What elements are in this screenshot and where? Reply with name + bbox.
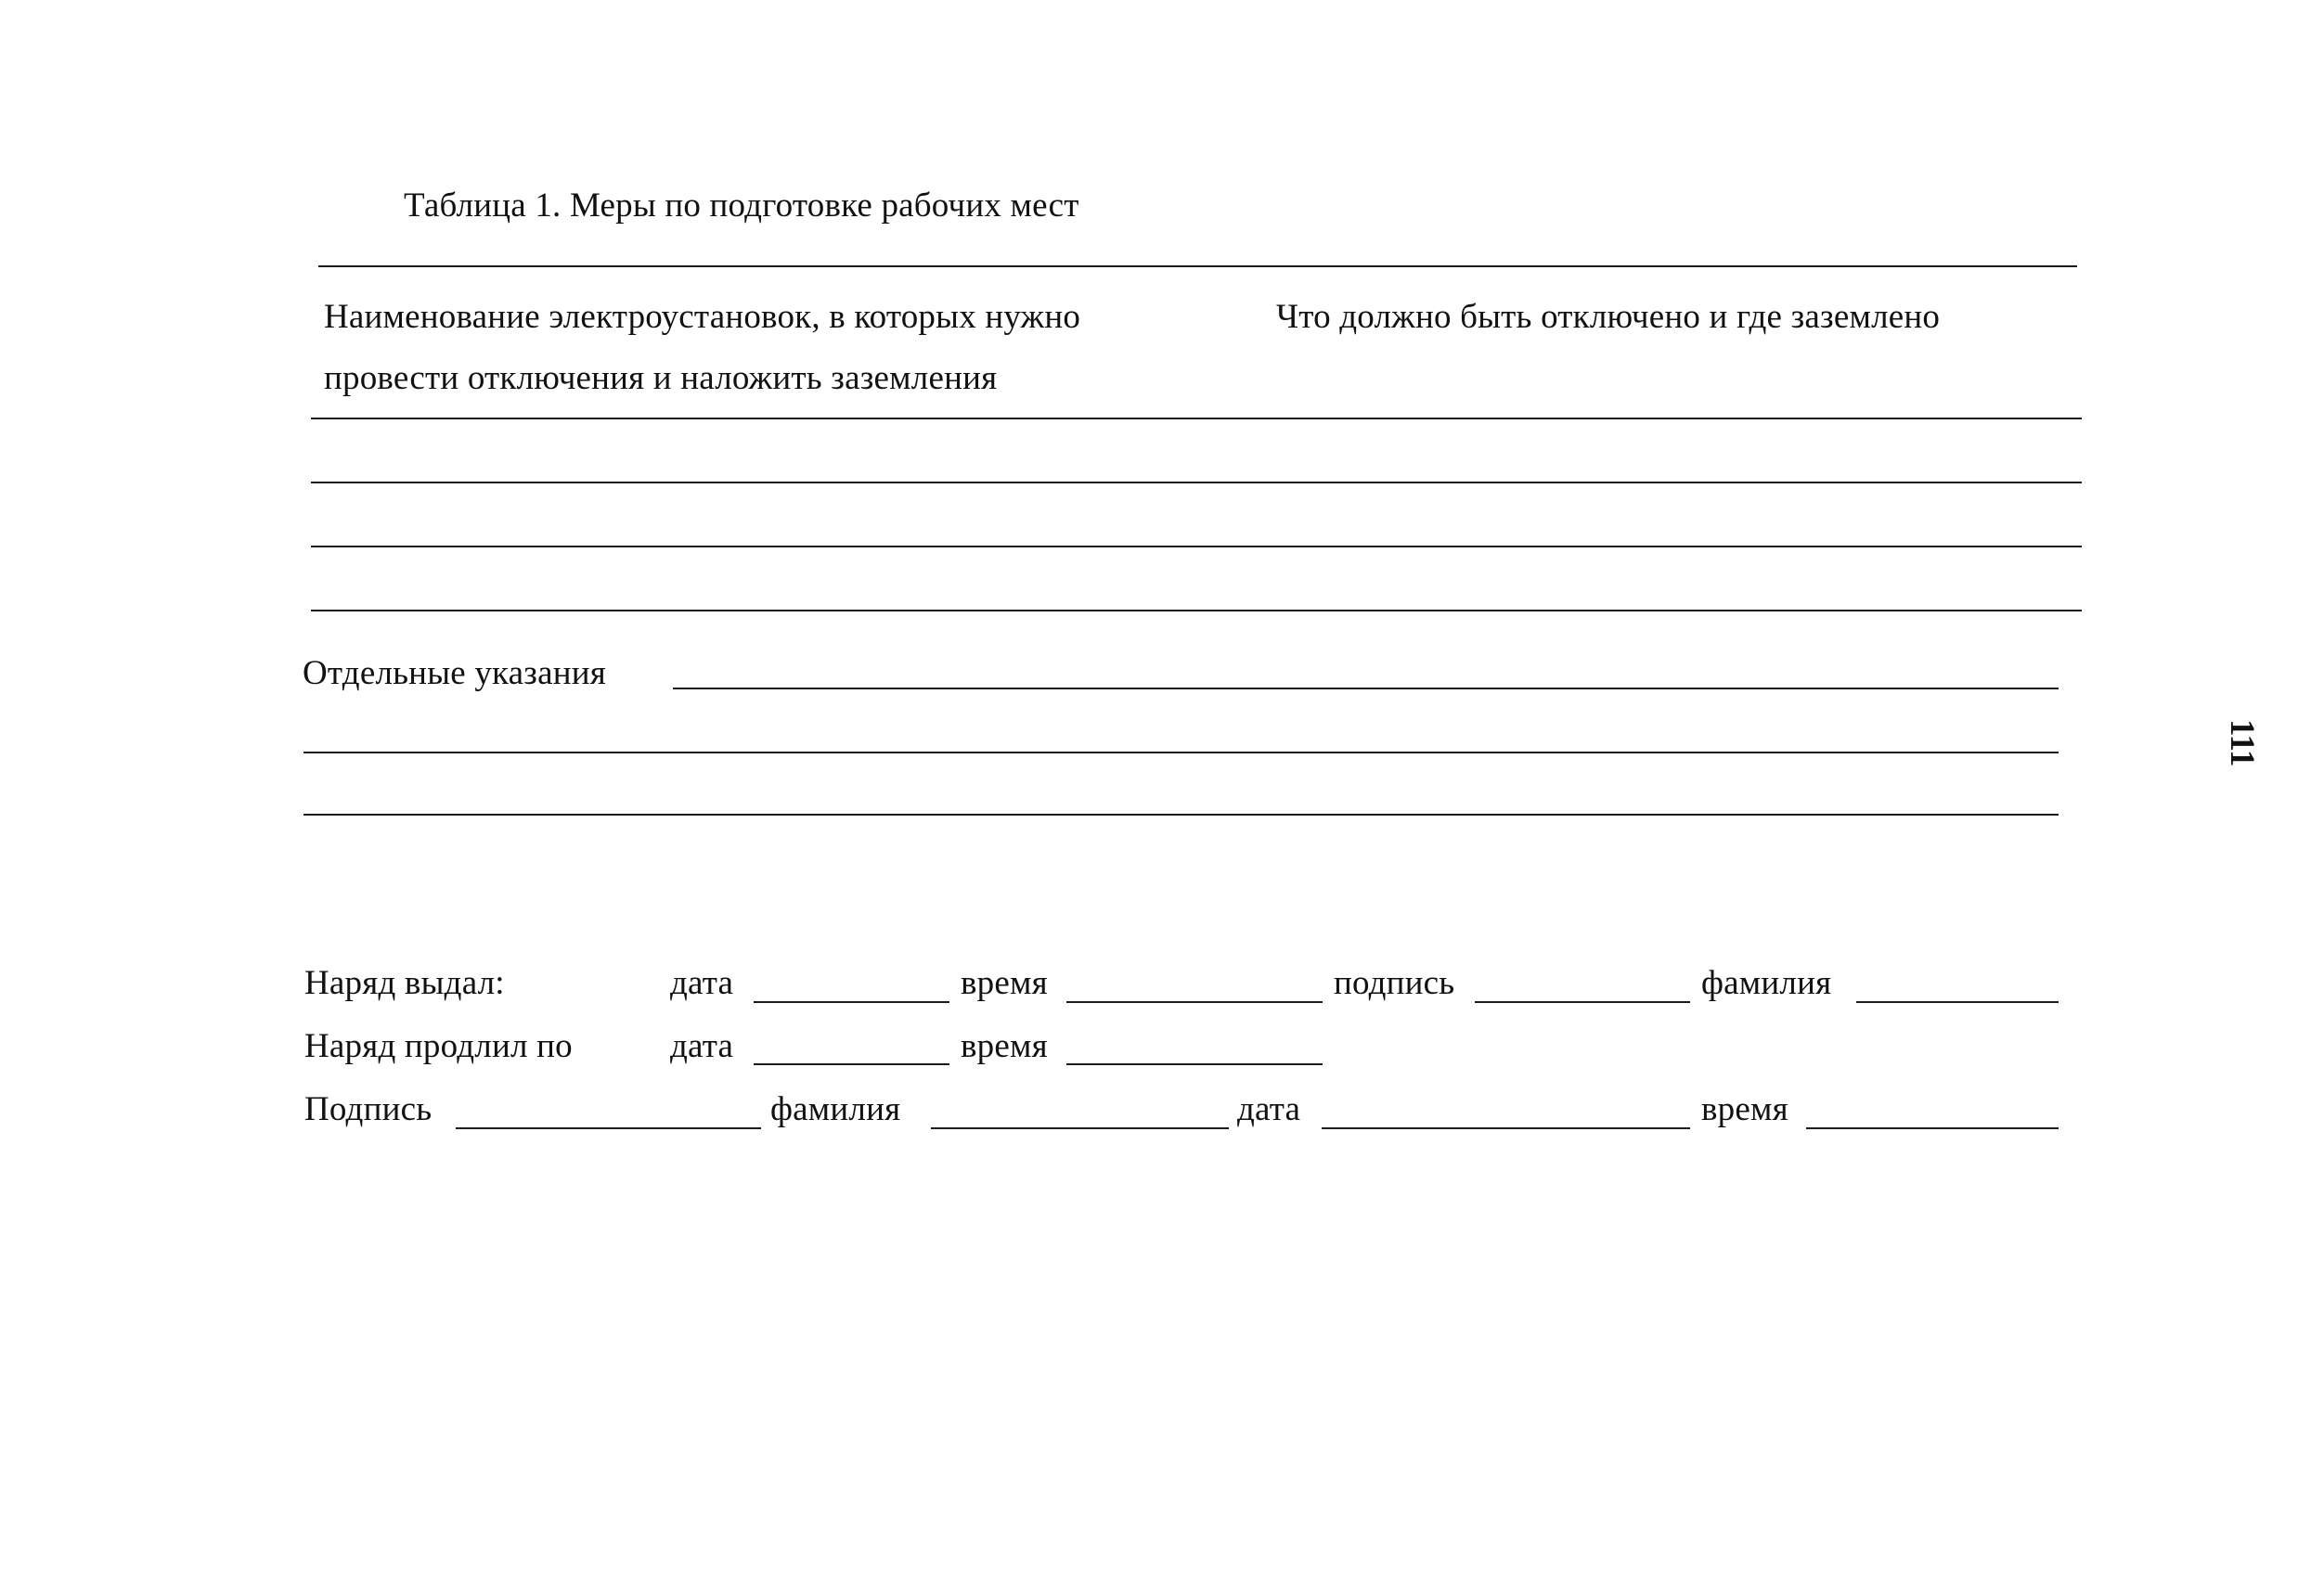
table-row[interactable] — [311, 482, 2082, 483]
column-header-installations-line2: провести отключения и наложить заземления — [324, 359, 998, 397]
table-title: Таблица 1. Меры по подготовке рабочих мест — [404, 186, 1079, 225]
extended-time-field[interactable] — [1066, 1063, 1323, 1065]
page-number: 111 — [2223, 719, 2261, 767]
column-header-installations-line1: Наименование электроустановок, в которых нужно — [324, 298, 1081, 336]
column-header-disconnect-grounding: Что должно быть отключено и где заземлено — [1276, 298, 1941, 336]
extension-signature-label: Подпись — [304, 1090, 433, 1128]
issued-time-field[interactable] — [1066, 1001, 1323, 1003]
extended-date-field[interactable] — [754, 1063, 949, 1065]
extension-surname-label: фамилия — [770, 1090, 901, 1128]
extended-date-label: дата — [670, 1027, 734, 1065]
special-instructions-field[interactable] — [303, 814, 2059, 816]
extension-date-field[interactable] — [1322, 1127, 1690, 1129]
issued-date-label: дата — [670, 964, 734, 1002]
extended-time-label: время — [961, 1027, 1048, 1065]
special-instructions-label: Отдельные указания — [303, 654, 606, 692]
extension-surname-field[interactable] — [931, 1127, 1229, 1129]
table-top-rule — [318, 265, 2077, 267]
issued-date-field[interactable] — [754, 1001, 949, 1003]
issued-surname-field[interactable] — [1856, 1001, 2059, 1003]
special-instructions-field[interactable] — [303, 752, 2059, 753]
table-row[interactable] — [311, 610, 2082, 611]
extension-time-label: время — [1701, 1090, 1788, 1128]
issued-time-label: время — [961, 964, 1048, 1002]
table-header-rule — [311, 418, 2082, 419]
extension-time-field[interactable] — [1806, 1127, 2059, 1129]
special-instructions-field[interactable] — [673, 688, 2059, 689]
extension-date-label: дата — [1237, 1090, 1301, 1128]
issued-signature-field[interactable] — [1475, 1001, 1690, 1003]
issued-surname-label: фамилия — [1701, 964, 1832, 1002]
extension-signature-field[interactable] — [456, 1127, 761, 1129]
issued-label: Наряд выдал: — [304, 964, 505, 1002]
issued-signature-label: подпись — [1334, 964, 1455, 1002]
table-row[interactable] — [311, 546, 2082, 547]
extended-label: Наряд продлил по — [304, 1027, 573, 1065]
